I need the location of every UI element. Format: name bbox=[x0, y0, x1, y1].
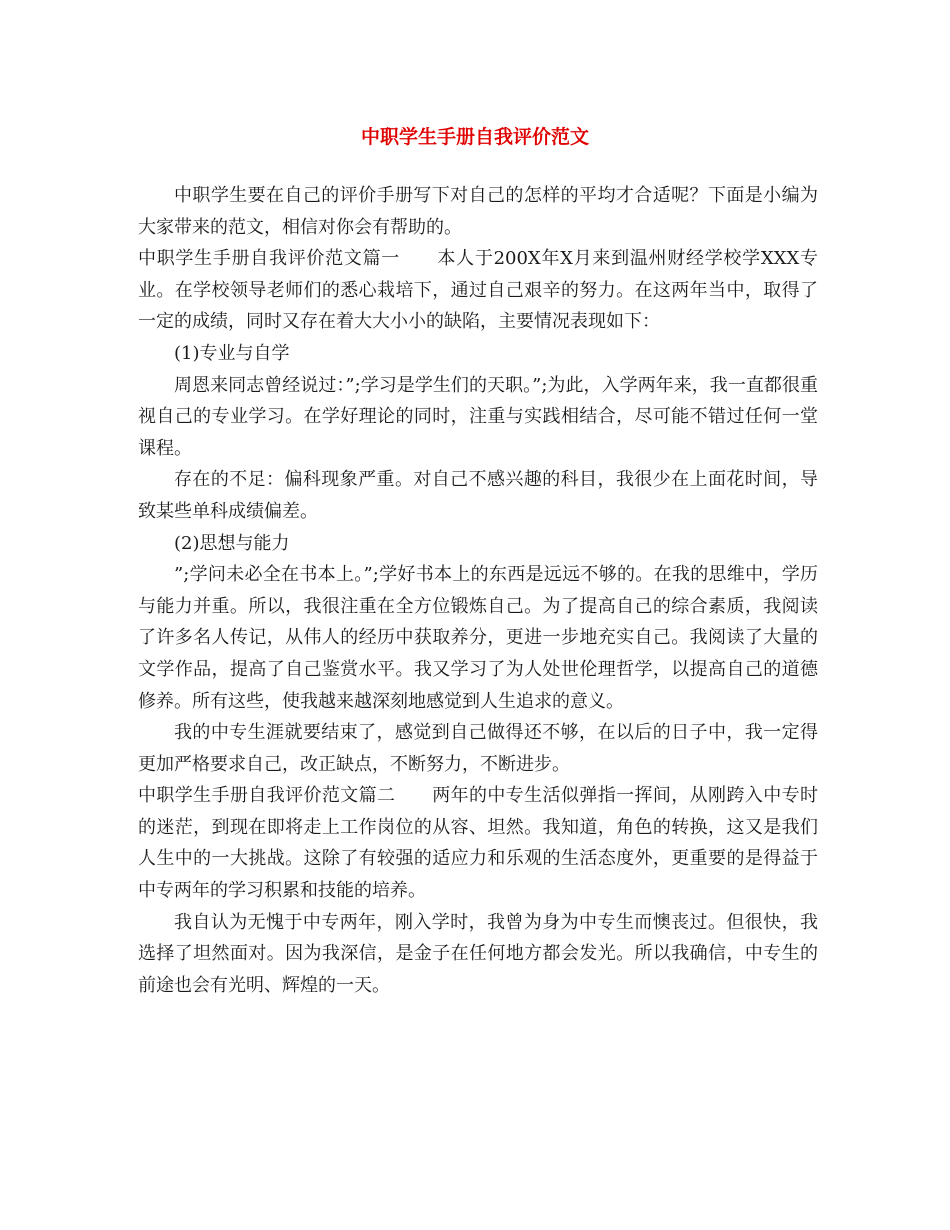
body-paragraph: 我自认为无愧于中专两年，刚入学时，我曾为身为中专生而懊丧过。但很快，我选择了坦然面对。因为我深信，是金子在任何地方都会发光。所以我确信，中专生的前途也会有光明、辉煌的一天。 bbox=[138, 911, 818, 996]
document-body bbox=[138, 180, 818, 1001]
section-heading-major-study: (1)专业与自学 bbox=[174, 342, 290, 364]
section-heading-thought-ability: (2)思想与能力 bbox=[174, 532, 290, 554]
sample-one-paragraph: 中职学生手册自我评价范文篇一 本人于200X年X月来到温州财经学校学XXX专业。在学校领导老师们的悉心栽培下，通过自己艰辛的努力。在这两年当中，取得了一定的成绩，同时又存在着大大小小的缺陷，主要情况表现如下： bbox=[138, 248, 818, 333]
intro-paragraph: 中职学生要在自己的评价手册写下对自己的怎样的平均才合适呢？下面是小编为大家带来的范文，相信对你会有帮助的。 bbox=[138, 185, 818, 238]
body-paragraph: ”;学问未必全在书本上。”;学好书本上的东西是远远不够的。在我的思维中，学历与能力并重。所以，我很注重在全方位锻炼自己。为了提高自己的综合素质，我阅读了许多名人传记，从伟人的经历中获取养分，更进一步地充实自己。我阅读了大量的文学作品，提高了自己鉴赏水平。我又学习了为人处世伦理哲学，以提高自己的道德修养。所有这些，使我越来越深刻地感觉到人生追求的意义。 bbox=[138, 564, 818, 712]
body-paragraph: 存在的不足：偏科现象严重。对自己不感兴趣的科目，我很少在上面花时间，导致某些单科成绩偏差。 bbox=[138, 469, 818, 522]
sample-two-paragraph: 中职学生手册自我评价范文篇二 两年的中专生活似弹指一挥间，从刚跨入中专时的迷茫，到现在即将走上工作岗位的从容、坦然。我知道，角色的转换，这又是我们人生中的一大挑战。这除了有较强的适应力和乐观的生活态度外，更重要的是得益于中专两年的学习积累和技能的培养。 bbox=[138, 785, 818, 902]
body-paragraph: 我的中专生涯就要结束了，感觉到自己做得还不够，在以后的日子中，我一定得更加严格要求自己，改正缺点，不断努力，不断进步。 bbox=[138, 722, 818, 775]
document-title: 中职学生手册自我评价范文 bbox=[360, 126, 589, 148]
body-paragraph: 周恩来同志曾经说过：”;学习是学生们的天职。”;为此，入学两年来，我一直都很重视自己的专业学习。在学好理论的同时，注重与实践相结合，尽可能不错过任何一堂课程。 bbox=[138, 374, 818, 459]
